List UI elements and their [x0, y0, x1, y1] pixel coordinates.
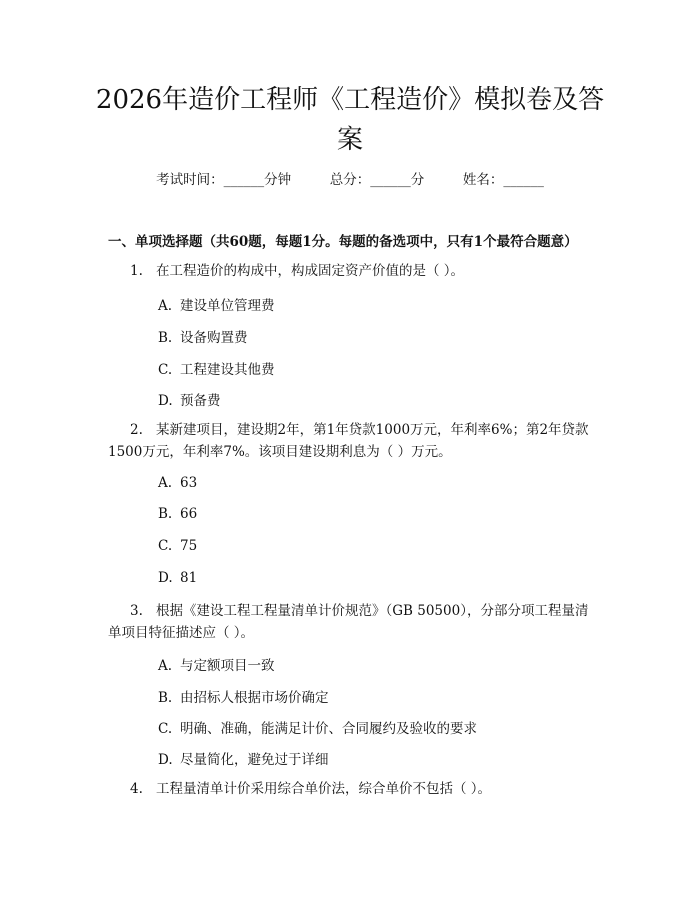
name-blank: ______	[503, 172, 544, 188]
option-text: 设备购置费	[180, 330, 248, 346]
exam-time-blank: ______	[223, 172, 265, 188]
option-letter: A.	[158, 658, 173, 674]
exam-time-label: 考试时间：	[156, 172, 224, 188]
option-letter: D.	[158, 752, 173, 768]
question-3-option-c	[158, 717, 477, 737]
question-2-option-a	[158, 475, 197, 491]
option-text: 75	[180, 538, 198, 554]
section-heading: 一、单项选择题（共60题，每题1分。每题的备选项中，只有1个最符合题意）	[108, 234, 578, 250]
question-number: 1.	[130, 263, 143, 279]
question-number: 4.	[130, 781, 143, 797]
option-text: 尽量简化，避免过于详细	[180, 752, 329, 768]
question-2-option-d	[158, 570, 197, 586]
option-letter: C.	[158, 538, 173, 554]
question-1-option-b	[158, 326, 248, 346]
question-1-option-c	[158, 358, 275, 378]
total-score-label: 总分：	[329, 172, 371, 188]
exam-time-unit: 分钟	[264, 172, 292, 188]
option-text: 与定额项目一致	[180, 658, 275, 674]
name-label: 姓名：	[462, 172, 504, 188]
option-text: 工程建设其他费	[180, 362, 275, 378]
question-4	[108, 778, 600, 800]
option-letter: C.	[158, 362, 173, 378]
option-letter: A.	[158, 475, 173, 491]
question-3	[108, 600, 600, 644]
question-1-option-d	[158, 389, 221, 409]
question-3-option-a	[158, 654, 275, 674]
question-number: 2.	[130, 422, 143, 438]
option-text: 预备费	[180, 393, 221, 409]
option-letter: C.	[158, 721, 173, 737]
option-letter: D.	[158, 393, 173, 409]
question-2	[108, 419, 600, 463]
question-3-option-b	[158, 686, 329, 706]
option-letter: B.	[158, 506, 173, 522]
question-1-option-a	[158, 294, 275, 314]
option-letter: B.	[158, 330, 173, 346]
option-text: 63	[180, 475, 198, 491]
option-text: 建设单位管理费	[180, 298, 275, 314]
option-text: 81	[180, 570, 198, 586]
question-1	[108, 260, 600, 282]
document-title: 2026年造价工程师《工程造价》模拟卷及答案	[95, 85, 605, 155]
question-3-option-d	[158, 748, 329, 768]
total-score-unit: 分	[410, 172, 425, 188]
option-letter: B.	[158, 690, 173, 706]
question-number: 3.	[130, 603, 143, 619]
option-letter: D.	[158, 570, 173, 586]
question-text: 在工程造价的构成中，构成固定资产价值的是（ ）。	[156, 263, 465, 279]
total-score-blank: ______	[370, 172, 411, 188]
option-text: 明确、准确，能满足计价、合同履约及验收的要求	[180, 721, 477, 737]
question-2-option-c	[158, 538, 197, 554]
question-text: 某新建项目，建设期2年，第1年贷款1000万元，年利率6%；第2年贷款1500万元，年利率7%。该项目建设期利息为（ ）万元。	[108, 422, 589, 460]
question-text: 工程量清单计价采用综合单价法，综合单价不包括（ ）。	[156, 781, 492, 797]
option-text: 由招标人根据市场价确定	[180, 690, 329, 706]
question-2-option-b	[158, 506, 197, 522]
option-letter: A.	[158, 298, 173, 314]
option-text: 66	[180, 506, 198, 522]
question-text: 根据《建设工程工程量清单计价规范》（GB 50500），分部分项工程量清单项目特征描述应（ ）。	[108, 603, 589, 641]
exam-info-line	[0, 168, 700, 188]
